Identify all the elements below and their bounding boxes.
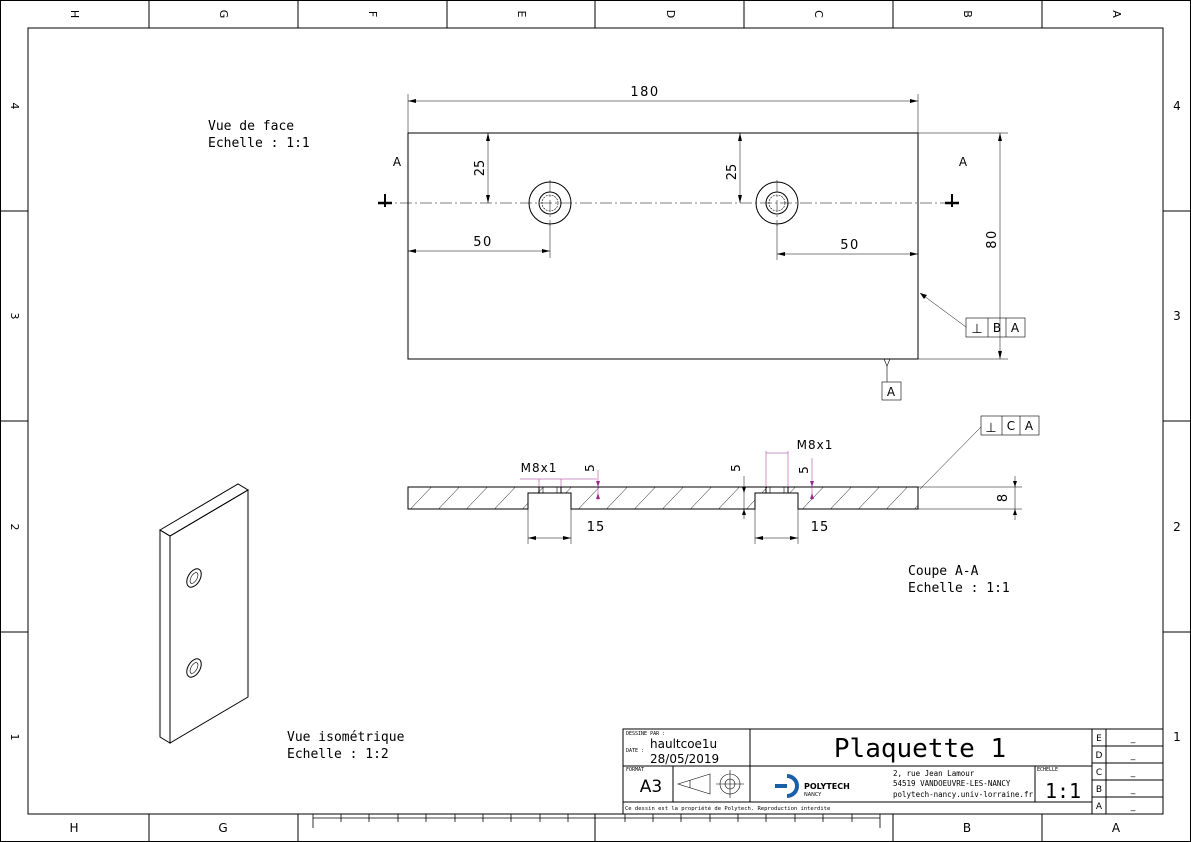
section-view-title: Coupe A-A xyxy=(908,564,979,579)
section-view xyxy=(400,416,1039,596)
dim-hole-offset-right-v: 25 xyxy=(725,163,740,181)
revision-value: _ xyxy=(1130,785,1136,795)
zone-letter-top: A xyxy=(1110,10,1123,18)
zone-letter-bottom: H xyxy=(69,821,79,835)
zone-letter-bottom: A xyxy=(1111,821,1121,835)
thread-label-left: M8x1 xyxy=(520,461,558,475)
thread-callout-right xyxy=(766,438,833,500)
bottom-ruler xyxy=(313,814,880,828)
section-label-left: A xyxy=(392,155,402,169)
title-block xyxy=(623,729,1163,814)
zone-letter-top: F xyxy=(366,10,379,18)
iso-view xyxy=(160,484,405,762)
ownership-notice: Ce dessin est la propriété de Polytech. Reproduction interdite xyxy=(625,806,831,812)
address-line-1: 2, rue Jean Lamour xyxy=(893,769,975,778)
projection-symbol-icon xyxy=(678,770,744,798)
dim-hole-offset-left-h: 50 xyxy=(473,235,493,250)
iso-hole-top xyxy=(184,566,204,589)
front-view-scale: Echelle : 1:1 xyxy=(208,136,310,151)
zone-letter-top: H xyxy=(68,9,81,19)
zone-number-left: 1 xyxy=(8,733,21,741)
zone-letter-bottom: G xyxy=(218,821,228,835)
zone-number-right: 3 xyxy=(1173,309,1181,323)
polytech-logo xyxy=(775,776,850,798)
zone-number-left: 2 xyxy=(8,523,21,531)
zone-letter-top: B xyxy=(961,10,974,18)
tolerance-frame-section xyxy=(981,416,1039,436)
datum-ref: A xyxy=(1010,321,1020,335)
date-label: DATE : xyxy=(626,748,645,754)
zone-number-left: 4 xyxy=(8,102,21,110)
depth-right: 5 xyxy=(729,464,743,472)
zone-number-right: 2 xyxy=(1173,520,1181,534)
section-view-scale: Echelle : 1:1 xyxy=(908,581,1010,596)
revision-value: _ xyxy=(1130,751,1136,761)
revision-id: E xyxy=(1096,734,1102,744)
dim-hole-offset-right-h: 50 xyxy=(840,238,860,253)
zone-letter-top: D xyxy=(664,9,677,19)
iso-view-title: Vue isométrique xyxy=(287,730,405,745)
datum-ref: C xyxy=(1006,419,1016,433)
thread-callout-left xyxy=(520,461,600,500)
date: 28/05/2019 xyxy=(650,752,720,766)
drawing-title: Plaquette 1 xyxy=(833,734,1007,764)
dim-hole-offset-left-v: 25 xyxy=(473,159,488,177)
format-label: FORMAT xyxy=(626,767,645,773)
drawn-by-label: DESSINE PAR : xyxy=(626,731,666,737)
depth-left: 5 xyxy=(583,464,597,472)
revision-value: _ xyxy=(1130,768,1136,778)
tolerance-frame-front xyxy=(966,318,1025,337)
datum-triangle xyxy=(884,359,890,366)
revision-value: _ xyxy=(1130,802,1136,812)
thread-label-right: M8x1 xyxy=(796,438,834,452)
zone-letter-top: G xyxy=(217,9,230,19)
depth-right-thread: 5 xyxy=(797,466,811,474)
iso-view-scale: Echelle : 1:2 xyxy=(287,747,389,762)
logo-text: POLYTECH xyxy=(804,782,850,791)
datum-ref: B xyxy=(992,321,1002,335)
dim-counterbore-right: 15 xyxy=(810,520,830,535)
revision-id: A xyxy=(1095,802,1103,812)
front-view xyxy=(208,85,1025,400)
iso-hole-bottom xyxy=(184,656,204,679)
drawn-by: haultcoe1u xyxy=(650,737,718,751)
zone-number-right: 4 xyxy=(1173,99,1181,113)
zone-letter-top: C xyxy=(812,10,825,18)
zone-letter-top: E xyxy=(515,10,528,18)
section-label-right: A xyxy=(958,155,968,169)
section-hatching xyxy=(400,478,944,520)
perpendicularity-symbol: ⊥ xyxy=(985,421,997,436)
front-view-title: Vue de face xyxy=(208,119,295,134)
zone-number-left: 3 xyxy=(8,312,21,320)
address-line-3: polytech-nancy.univ-lorraine.fr xyxy=(893,790,1033,799)
revision-id: B xyxy=(1095,785,1103,795)
iso-plate xyxy=(170,490,248,743)
dim-counterbore-left: 15 xyxy=(586,520,606,535)
zone-letter-bottom: B xyxy=(962,821,972,835)
address-line-2: 54519 VANDOEUVRE-LES-NANCY xyxy=(893,779,1011,788)
logo-sub: NANCY xyxy=(804,792,822,798)
revision-id: C xyxy=(1095,768,1103,778)
perpendicularity-symbol: ⊥ xyxy=(971,322,983,337)
revision-id: D xyxy=(1095,751,1103,761)
scale-label: ECHELLE xyxy=(1037,767,1059,773)
scale-value: 1:1 xyxy=(1044,779,1082,803)
datum-label: A xyxy=(886,385,896,399)
format-value: A3 xyxy=(639,777,663,797)
datum-ref: A xyxy=(1024,419,1034,433)
dim-thickness: 8 xyxy=(996,493,1011,503)
dim-length: 180 xyxy=(630,85,660,100)
revision-value: _ xyxy=(1130,734,1136,744)
zone-number-right: 1 xyxy=(1173,730,1181,744)
dim-height: 80 xyxy=(985,229,1000,249)
